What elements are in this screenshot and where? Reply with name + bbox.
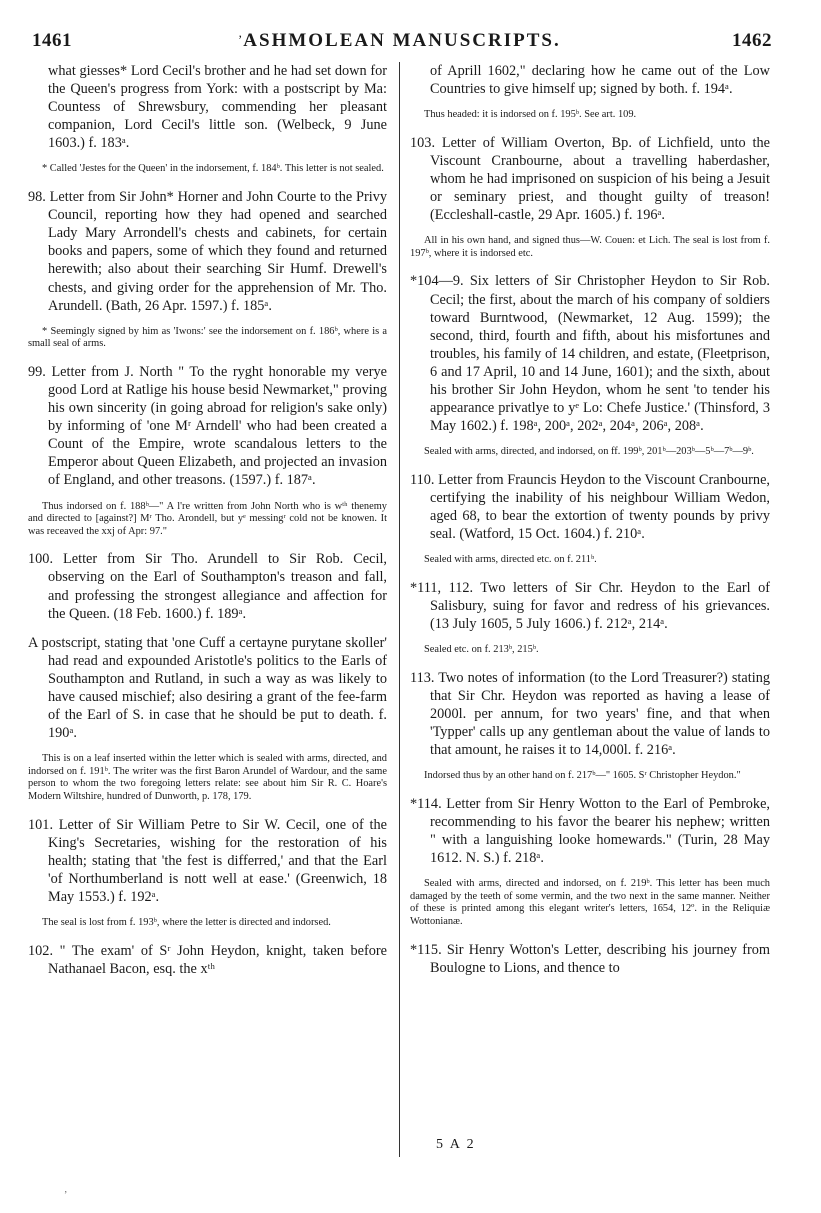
entry-99: 99. Letter from J. North " To the ryght honorable my verye good Lord at Ratlige his house besid Newmarket," proving his own sincerity (in going abroad for religion's sake only) by informing of 'one Mʳ Arndell' who had been created a Count of the Empire, wrote scandalous letters to the Emperor about Queen Elizabeth, and projected an invasion of England, and other treasons. (1597.) f. 187ᵃ. <box>28 363 387 489</box>
entry-102-continuation: of Aprill 1602," declaring how he came out of the Low Countries to give himself up; signed by both. f. 194ᵃ. <box>430 63 770 98</box>
page-number-left: 1461 <box>32 30 72 51</box>
note-98: * Seemingly signed by him as 'Iwons:' see the indorsement on f. 186ᵇ, where is a small seal of arms. <box>28 325 387 350</box>
entry-111-112: *111, 112. Two letters of Sir Chr. Heydon to the Earl of Salisbury, suing for favor and redress of his grievances. (13 July 1605, 5 July 1606.) f. 212ᵃ, 214ᵃ. <box>410 579 770 633</box>
header-mark: ʼ <box>238 32 243 47</box>
page-speck: ʼ <box>64 1190 68 1201</box>
page-number-right: 1462 <box>732 30 772 51</box>
left-column <box>28 62 387 989</box>
entry-115: *115. Sir Henry Wotton's Letter, describing his journey from Boulogne to Lions, and thence to <box>410 941 770 976</box>
entry-98: 98. Letter from Sir John* Horner and John Courte to the Privy Council, reporting how they had opened and searched Lady Mary Arrondell's chests and cabinets, for certain books and papers, some of which they found and returned herewith; also about their searching Sir Humf. Drewell's chests, and giving order for the apprehension of Mr. Tho. Arundell. (Bath, 26 Apr. 1597.) f. 185ᵃ. <box>28 189 387 314</box>
signature-mark: 5 A 2 <box>436 1137 476 1152</box>
entry-100-postscript: A postscript, stating that 'one Cuff a certayne purytane skoller' had read and expounded Aristotle's politics to the Earls of Southampton and Rutland, in such a way as was likely to have caused mischief; also desiring a grant of the fee-farm of the Earl of S. in case that he should be put to death. f. 190ᵃ. <box>28 634 387 742</box>
note-110: Sealed with arms, directed etc. on f. 211ᵇ. <box>424 554 597 566</box>
note-102: Thus headed: it is indorsed on f. 195ᵇ. See art. 109. <box>424 109 637 121</box>
entry-101: 101. Letter of Sir William Petre to Sir W. Cecil, one of the King's Secretaries, wishing for the restoration of his health; stating that 'the fest is differred,' and that the Earl 'of Northumberland is nott well at ease.' (Greenwich, 18 May 1553.) f. 192ᵃ. <box>28 816 387 906</box>
note-101: The seal is lost from f. 193ᵇ, where the letter is directed and indorsed. <box>42 917 331 929</box>
entry-113: 113. Two notes of information (to the Lord Treasurer?) stating that Sir Chr. Heydon was reported as having a lease of 2000l. per annum, for two years' fine, and that when 'Typper' calls up any gentleman about the value of lands to that amount, he raises it to 14,000l. f. 216ᵃ. <box>410 669 770 759</box>
note-97: * Called 'Jestes for the Queen' in the indorsement, f. 184ᵇ. This letter is not sealed. <box>42 163 384 175</box>
note-113: Indorsed thus by an other hand on f. 217ᵇ—" 1605. Sʳ Christopher Heydon." <box>424 770 741 782</box>
note-99: Thus indorsed on f. 188ᵇ—" A l're written from John North who is wᵗʰ thenemy and directed to [against?] Mʳ Tho. Arondell, but yᵉ messingʳ cold not be knowen. It was receaved the xxj of Apr: 97." <box>28 500 387 537</box>
column-divider <box>399 62 400 1157</box>
note-100: This is on a leaf inserted within the letter which is sealed with arms, directed, and indorsed on f. 191ᵇ. The writer was the first Baron Arundel of Wardour, and the same person to whom the two foregoing letters relate: see about him Sir R. C. Hoare's Modern Wiltshire, hundred of Dunworth, p. 178, 179. <box>28 753 387 803</box>
entry-103: 103. Letter of William Overton, Bp. of Lichfield, unto the Viscount Cranbourne, about a travelling haberdasher, whom he had imprisoned on suspicion of his being a Jesuit or seminary priest, and thought guilty of treason! (Eccleshall-castle, 29 Apr. 1605.) f. 196ᵃ. <box>410 134 770 224</box>
note-103: All in his own hand, and signed thus—W. Couen: et Lich. The seal is lost from f. 197ᵇ, where it is indorsed etc. <box>410 235 770 259</box>
entry-110: 110. Letter from Frauncis Heydon to the Viscount Cranbourne, certifying the inability of his neighbour William Wedon, aged 68, to bear the extortion of twenty pounds by privy seal. (Watford, 15 Oct. 1604.) f. 210ᵃ. <box>410 471 770 543</box>
entry-104-109: *104—9. Six letters of Sir Christopher Heydon to Sir Rob. Cecil; the first, about the march of his company of soldiers toward Burntwood, (Newmarket, 12 Aug. 1599); the second, third, fourth and fifth, about his misfortunes and troubles, his family of 14 children, and estate, (Fleetprison, 6 and 17 April, 10 and 14 June, 1601); and the sixth, about his brother Sir John Heydon, whom he sent 'to tender his appearance privatlye to yᵉ Lo: Chefe Justice.' (Thinsford, 3 May 1602.) f. 198ᵃ, 200ᵃ, 202ᵃ, 204ᵃ, 206ᵃ, 208ᵃ. <box>410 273 770 435</box>
note-104-109: Sealed with arms, directed, and indorsed, on ff. 199ᵇ, 201ᵇ—203ᵇ—5ᵇ—7ᵇ—9ᵇ. <box>424 446 754 458</box>
entry-97-continuation: what giesses* Lord Cecil's brother and he had set down for the Queen's progress from York: with a postscript by Ma: Countess of Shrewsbury, commending her pleasant companion, Lord Cecil's little son. (Welbeck, 9 June 1603.) f. 183ᵃ. <box>48 63 387 152</box>
note-111-112: Sealed etc. on f. 213ᵇ, 215ᵇ. <box>424 644 539 656</box>
note-114: Sealed with arms, directed and indorsed, on f. 219ᵇ. This letter has been much damaged by the teeth of some vermin, and the two next in the same manner. Neither of these is printed among this elegant writer's letters, 1654, 12º. in the Reliquiæ Wottonianæ. <box>410 878 770 927</box>
entry-114: *114. Letter from Sir Henry Wotton to the Earl of Pembroke, recommending to his favor the bearer his nephew; written " with a languishing looke homewards." (Turin, 28 May 1612. N. S.) f. 218ᵃ. <box>410 795 770 867</box>
right-column <box>410 62 770 988</box>
page-title: ASHMOLEAN MANUSCRIPTS. <box>243 30 561 51</box>
entry-100: 100. Letter from Sir Tho. Arundell to Sir Rob. Cecil, observing on the Earl of Southampton's treason and fall, and professing the strongest allegiance and affection for the Queen. (18 Feb. 1600.) f. 189ᵃ. <box>28 551 387 622</box>
running-header <box>32 30 772 56</box>
entry-102: 102. " The exam' of Sʳ John Heydon, knight, taken before Nathanael Bacon, esq. the xᵗʰ <box>28 942 387 977</box>
